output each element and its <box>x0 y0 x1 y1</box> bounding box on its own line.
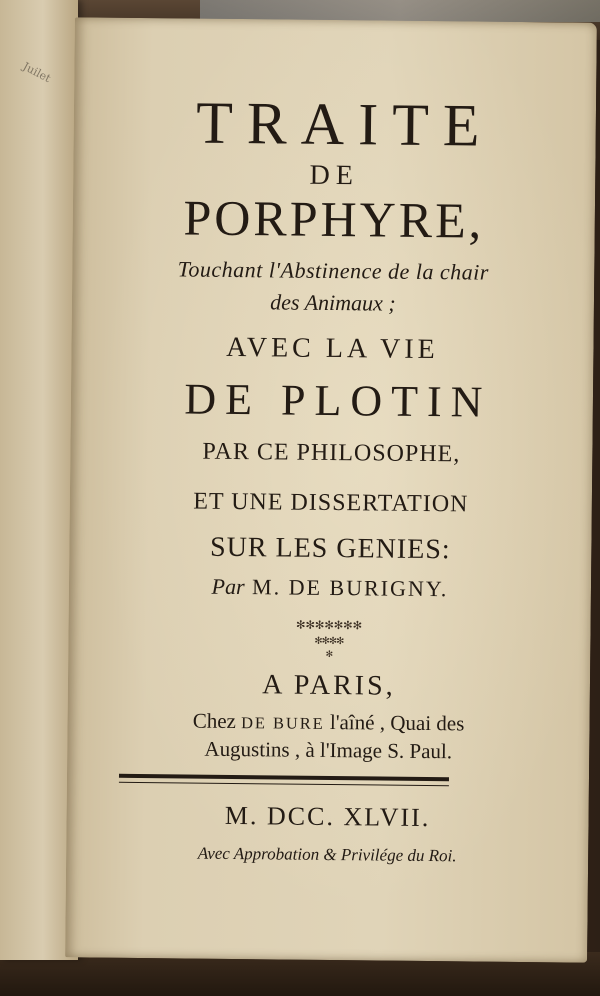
book-title: TRAITE <box>195 89 494 159</box>
par-ce-philosophe: PAR CE PHILOSOPHE, <box>202 438 461 468</box>
author-line <box>69 572 591 603</box>
title-page <box>65 17 597 962</box>
imprint-printer-line-2: Augustins , à l'Image S. Paul. <box>204 736 453 764</box>
author-name: M. DE BURIGNY. <box>251 574 449 602</box>
title-porphyre: PORPHYRE, <box>183 189 485 249</box>
printer-name: DE BURE <box>241 713 325 733</box>
et-une-dissertation: ET UNE DISSERTATION <box>193 488 469 518</box>
printer-rest: l'aîné , Quai des <box>329 710 465 736</box>
author-prefix: Par <box>211 573 245 600</box>
ornament-row-3: ✻ <box>325 646 333 661</box>
double-rule-thick <box>119 774 449 781</box>
ornament-row-1: ✻✻✻✻✻✻✻ <box>296 616 363 634</box>
de-plotin: DE PLOTIN <box>184 374 492 427</box>
title-de: DE <box>309 159 360 192</box>
subtitle-line-2: des Animaux ; <box>270 289 396 316</box>
printer-chez: Chez <box>192 708 237 734</box>
avec-la-vie: AVEC LA VIE <box>226 331 439 366</box>
ornament-row-2: ✻✻✻✻ <box>314 632 344 648</box>
pencil-note: Juilet <box>20 59 53 86</box>
imprint-printer-line-1 <box>67 707 589 737</box>
sur-les-genies: SUR LES GENIES: <box>209 531 451 566</box>
imprint-date: M. DCC. XLVII. <box>224 800 431 833</box>
double-rule-thin <box>119 782 449 786</box>
imprint-place: A PARIS, <box>262 669 396 702</box>
subtitle-line-1: Touchant l'Abstinence de la chair <box>177 256 490 285</box>
approbation-line: Avec Approbation & Privilége du Roi. <box>197 843 457 866</box>
